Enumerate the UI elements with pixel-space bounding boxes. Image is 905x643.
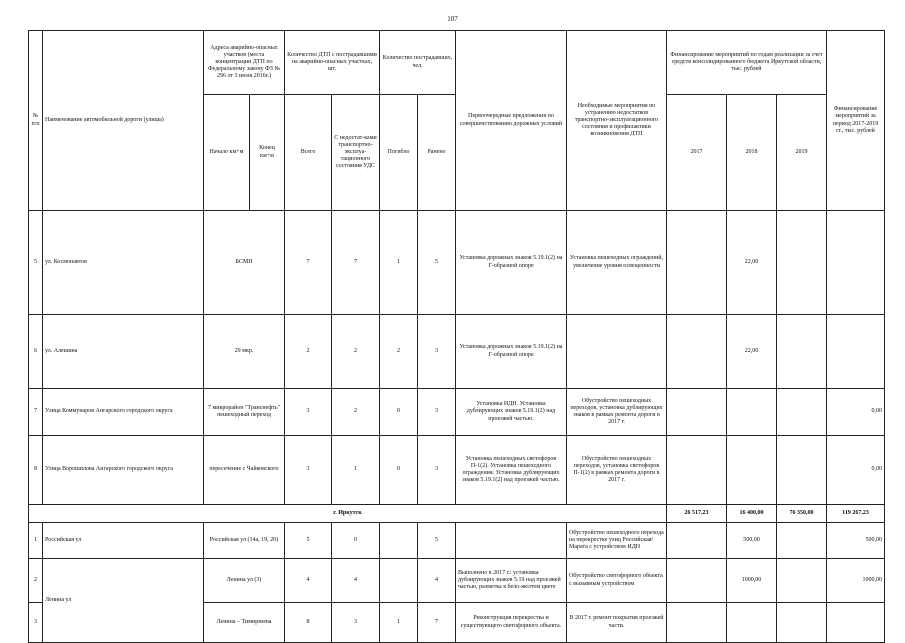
row-num: 7: [29, 389, 43, 436]
fin-2017: [667, 211, 727, 315]
fin-2019: [777, 559, 827, 603]
city-subtotal-row: [29, 505, 885, 523]
fin-2019: [777, 315, 827, 389]
injured: 5: [418, 523, 456, 559]
col-2019-header: 2019: [777, 95, 827, 211]
col-2017-header: 2017: [667, 95, 727, 211]
dtp-total: 3: [285, 389, 332, 436]
row-num: 8: [29, 436, 43, 505]
col-num-header: № п/п: [29, 31, 43, 211]
address: пересечение с Чайковского: [204, 436, 285, 505]
measure: Обустройство светофорного объекта с вызывным устройством: [567, 559, 667, 603]
injured: 3: [418, 436, 456, 505]
col-dtp-count-header: Количество ДТП с пострадавшими на аварийно-опасных участках, шт.: [285, 31, 380, 95]
fin-2018: 22,00: [727, 211, 777, 315]
fin-2017: [667, 389, 727, 436]
col-measures-header: Необходимые мероприятия по устранению недостатков транспортно-эксплуатационного состояния и профилактики возникновения ДТП: [567, 31, 667, 211]
col-total-header: Всего: [285, 95, 332, 211]
fin-total: [827, 211, 885, 315]
fin-2019: [777, 523, 827, 559]
dtp-defects: 2: [332, 315, 380, 389]
dtp-defects: 3: [332, 603, 380, 643]
road-name: Улица Коммунаров Ангарского городского округа: [43, 389, 204, 436]
col-injured-header: Ранено: [418, 95, 456, 211]
address: 29 мкр.: [204, 315, 285, 389]
col-killed-header: Погибло: [380, 95, 418, 211]
city-fin-2018: 16 400,00: [727, 505, 777, 523]
injured: 4: [418, 559, 456, 603]
road-name: Российская ул: [43, 523, 204, 559]
table-row: [29, 315, 885, 389]
dtp-defects: 1: [332, 436, 380, 505]
address: Российская ул (14а, 19, 20): [204, 523, 285, 559]
proposal: Выполнено в 2017 г.: установка дублирующих знаков 5.19 над проезжей частью, разметка в бело-желтом цвете: [456, 559, 567, 603]
row-num: 5: [29, 211, 43, 315]
measure: Обустройство пешеходных переходов, установка светофоров П-1(2) в рамках ремонта дороги в 2017 г.: [567, 436, 667, 505]
dtp-defects: 7: [332, 211, 380, 315]
measure: Обустройство пешеходных переходов, установка дублирующих знаков в рамках ремонта дороги в 2017 г.: [567, 389, 667, 436]
killed: 1: [380, 211, 418, 315]
table-row: [29, 211, 885, 315]
col-victims-header: Количество пострадавших, чел.: [380, 31, 456, 95]
row-num: 2: [29, 559, 43, 603]
table-row: [29, 389, 885, 436]
road-name: Ленина ул: [43, 559, 204, 643]
col-road-header: Наименование автомобильной дороги (улицы): [43, 31, 204, 211]
col-address-header: Адреса аварийно-опасных участков (места концентрации ДТП по Федеральному закону ФЗ № 296 от 3 июля 2016г.): [204, 31, 285, 95]
measure: Установка пешеходных ограждений, увеличение уровня освещенности: [567, 211, 667, 315]
address: Ленина ул (3): [204, 559, 285, 603]
fin-2018: [727, 389, 777, 436]
fin-2018: 22,00: [727, 315, 777, 389]
dtp-defects: 2: [332, 389, 380, 436]
dtp-total: 7: [285, 211, 332, 315]
col-financing-header: Финансирование мероприятий по годам реализации за счет средств консолидированного бюджета Иркутской области, тыс. рублей: [667, 31, 827, 95]
dtp-defects: 0: [332, 523, 380, 559]
fin-total: 0,00: [827, 389, 885, 436]
col-start-header: Начало км+м: [204, 95, 250, 211]
proposal: Установка пешеходных светофоров П-1(2). Установка пешеходного ограждения. Установка дублирующих знаков 5.19.1(2) над проезжей частью.: [456, 436, 567, 505]
killed: 2: [380, 315, 418, 389]
table-row: [29, 523, 885, 559]
road-name: ул. Алешина: [43, 315, 204, 389]
killed: [380, 523, 418, 559]
killed: 1: [380, 603, 418, 643]
fin-2018: 1000,00: [727, 559, 777, 603]
col-end-header: Конец км+м: [250, 95, 285, 211]
address: БСМП: [204, 211, 285, 315]
fin-2017: [667, 315, 727, 389]
fin-2019: [777, 436, 827, 505]
killed: 0: [380, 389, 418, 436]
col-fin-total-header: Финансирование мероприятий за период 2017-2019 гг., тыс. рублей: [827, 31, 885, 211]
row-num: 6: [29, 315, 43, 389]
proposal: Установка ИДН. Установка дублирующих знаков 5.19.1(2) над проезжей частью.: [456, 389, 567, 436]
injured: 7: [418, 603, 456, 643]
measure: [567, 315, 667, 389]
fin-2018: [727, 436, 777, 505]
row-num: 1: [29, 523, 43, 559]
fin-total: 500,00: [827, 523, 885, 559]
address: 7 микрорайон "Транснефть" пешеходный переход: [204, 389, 285, 436]
dtp-total: 3: [285, 436, 332, 505]
injured: 3: [418, 389, 456, 436]
dtp-total: 5: [285, 523, 332, 559]
row-num: 3: [29, 603, 43, 643]
dtp-defects: 4: [332, 559, 380, 603]
fin-2019: [777, 389, 827, 436]
fin-2017: [667, 523, 727, 559]
table-row: [29, 436, 885, 505]
fin-total: [827, 603, 885, 643]
header-row-1: [29, 31, 885, 95]
page-number: 107: [447, 15, 458, 23]
road-name: Улица Ворошилова Ангарского городского округа: [43, 436, 204, 505]
fin-total: 0,00: [827, 436, 885, 505]
fin-total: [827, 315, 885, 389]
proposal: Реконструкция перекрестка и существующего светофорного объекта.: [456, 603, 567, 643]
city-fin-2017: 26 517,23: [667, 505, 727, 523]
fin-2017: [667, 559, 727, 603]
measure: Обустройство пешеходного перехода на перекрестке улиц Российская/Марата с устройством ИДН: [567, 523, 667, 559]
proposal: [456, 523, 567, 559]
accident-sites-table: [28, 30, 885, 643]
fin-2018: [727, 603, 777, 643]
city-fin-total: 119 267,23: [827, 505, 885, 523]
address: Ленина – Тимирязева: [204, 603, 285, 643]
fin-2017: [667, 603, 727, 643]
measure: В 2017 г. ремонт покрытия проезжей части.: [567, 603, 667, 643]
city-fin-2019: 76 350,00: [777, 505, 827, 523]
proposal: Установка дорожных знаков 5.19.1(2) на Г-образной опоре: [456, 211, 567, 315]
dtp-total: 4: [285, 559, 332, 603]
dtp-total: 2: [285, 315, 332, 389]
fin-2019: [777, 211, 827, 315]
injured: 5: [418, 211, 456, 315]
fin-2018: 500,00: [727, 523, 777, 559]
road-name: ул. Космонавтов: [43, 211, 204, 315]
col-2018-header: 2018: [727, 95, 777, 211]
fin-total: 1000,00: [827, 559, 885, 603]
fin-2017: [667, 436, 727, 505]
proposal: Установка дорожных знаков 5.19.1(2) на Г-образной опоре: [456, 315, 567, 389]
col-defects-header: С недостат-ками транспортно-эксплуа-тационного состояния УДС: [332, 95, 380, 211]
col-proposals-header: Первоочередные предложения по совершенствованию дорожных условий: [456, 31, 567, 211]
killed: [380, 559, 418, 603]
city-name: г. Иркутск: [29, 505, 667, 523]
table-row: [29, 559, 885, 603]
dtp-total: 8: [285, 603, 332, 643]
killed: 0: [380, 436, 418, 505]
fin-2019: [777, 603, 827, 643]
injured: 3: [418, 315, 456, 389]
